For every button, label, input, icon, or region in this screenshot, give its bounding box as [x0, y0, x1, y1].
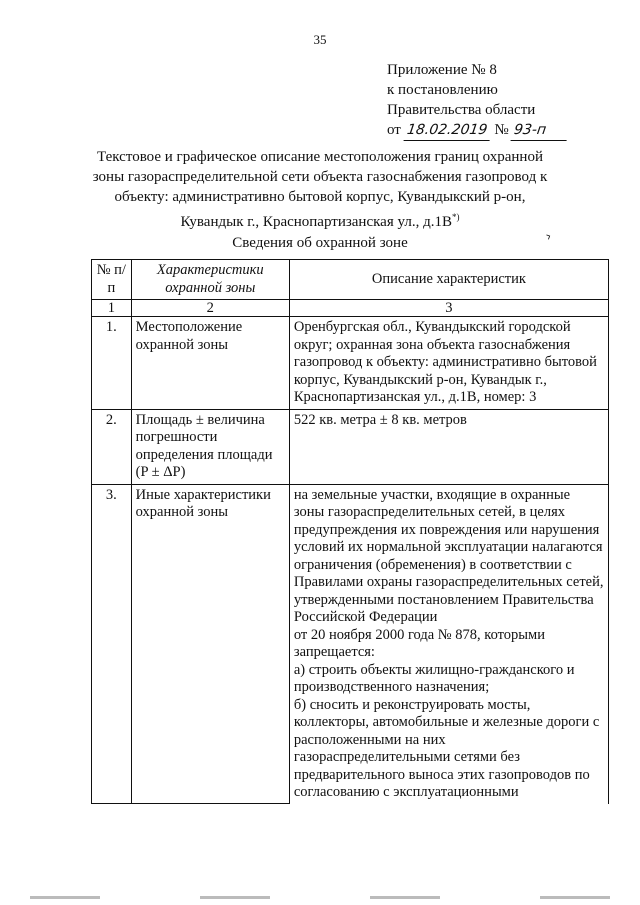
footer-mark [200, 896, 270, 899]
page-number: 35 [313, 32, 327, 47]
number-sign: № [494, 122, 509, 138]
appendix-resolution: к постановлению [387, 82, 498, 98]
table-row [92, 317, 609, 410]
row-description: на земельные участки, входящие в охранные зоны газораспределительных сетей, в целях предупреждения их повреждения или нарушения условий их нормальной эксплуатации налагаются ограничения (обременения) в соответствии с Правилами охраны газораспределительных сетей, утвержденными постановлением Правительства Российской Федерации от 20 ноября 2000 года № 878, которыми запрещается: а) строить объекты жилищно-гражданского и производственного назначения; б) сносить и реконструировать мосты, коллекторы, автомобильные и железные дороги с расположенными на них газораспределительными сетями без предварительного выноса этих газопроводов по согласованию с эксплуатационными [289, 484, 608, 804]
footer-mark [370, 896, 440, 899]
column-numbers-row [92, 300, 609, 317]
row-number: 2. [92, 409, 132, 484]
protection-zone-table [91, 259, 609, 804]
row-characteristic: Площадь ± величина погрешности определения площади (P ± ΔP) [131, 409, 289, 484]
title-footnote-mark: *) [451, 212, 460, 222]
row-description: Оренбургская обл., Кувандыкский городской округ; охранная зона объекта газоснабжения газопровод к объекту: административно бытовой корпус, Кувандыкский р-он, Кувандык г., Краснопартизанская ул., д.1В, номер: 3 [289, 317, 608, 410]
handwritten-date: 18.02.2019 [403, 120, 492, 141]
row-characteristic: Местоположение охранной зоны [131, 317, 289, 410]
appendix-block [387, 60, 568, 141]
appendix-government: Правительства области [387, 102, 536, 118]
column-number: 3 [289, 300, 608, 317]
row-number: 3. [92, 484, 132, 804]
title-text: Текстовое и графическое описание местоположения границ охранной зоны газораспределительной сети объекта газоснабжения газопровод к объекту: административно бытовой корпус, Кувандыкский р-он, Кувандык г., Краснопартизанская ул., д.1В [92, 149, 548, 230]
row-description: 522 кв. метра ± 8 кв. метров [289, 409, 608, 484]
footer-mark [540, 896, 610, 899]
section-subtitle: Сведения об охранной зоне [232, 235, 408, 251]
margin-mark-icon: ⌝ [541, 232, 552, 248]
handwritten-number: 93-п [511, 120, 570, 141]
document-title [90, 147, 550, 232]
footer-mark [30, 896, 100, 899]
appendix-title: Приложение № 8 [387, 62, 497, 78]
scan-footer-marks [30, 896, 610, 902]
column-number: 2 [131, 300, 289, 317]
date-prefix: от [387, 122, 401, 138]
appendix-date-line [387, 120, 568, 141]
row-number: 1. [92, 317, 132, 410]
table-row [92, 409, 609, 484]
table-header-row [92, 260, 609, 300]
header-characteristics: Характеристики охранной зоны [131, 260, 289, 300]
table-row [92, 484, 609, 804]
row-characteristic: Иные характеристики охранной зоны [131, 484, 289, 804]
header-number: № п/п [92, 260, 132, 300]
header-description: Описание характеристик [289, 260, 608, 300]
column-number: 1 [92, 300, 132, 317]
